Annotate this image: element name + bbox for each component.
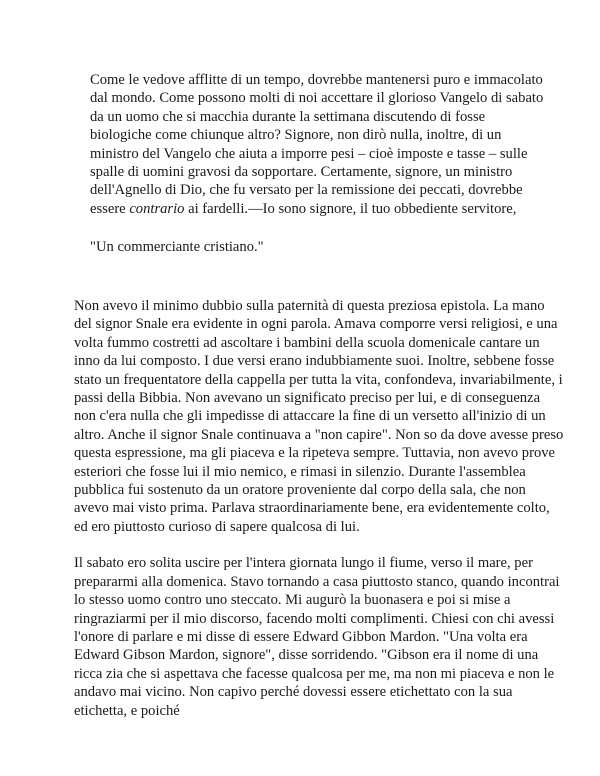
letter-body-text: Come le vedove afflitte di un tempo, dovrebbe mantenersi puro e immacolato dal mondo. Come possono molti di noi accettare il glorioso Vangelo di sabato da un uomo che si macchia durante la settimana discutendo di fosse biologiche come chiunque altro? Signore, non dirò nulla, inoltre, di un ministro del Vangelo che aiuta a imporre pesi – cioè imposte e tasse – sulle spalle di uomini gravosi da sopportare. Certamente, signore, un ministro dell'Agnello di Dio, che fu versato per la remissione dei peccati, dovrebbe essere [90, 72, 544, 217]
letter-emphasis: contrario [129, 200, 185, 217]
letter-body [90, 71, 550, 218]
narrative-text [74, 297, 564, 720]
paragraph: Non avevo il minimo dubbio sulla paternità di questa preziosa epistola. La mano del signor Snale era evidente in ogni parola. Amava comporre versi religiosi, e una volta fummo costretti ad ascoltare i bambini della scuola domenicale cantare un inno da lui composto. I due versi erano indubbiamente suoi. Inoltre, sebbene fosse stato un frequentatore della cappella per tutta la vita, confondeva, invariabilmente, i passi della Bibbia. Non avevano un significato preciso per lui, e di conseguenza non c'era nulla che gli impedisse di attaccare la fine di un versetto all'inizio di un altro. Anche il signor Snale continuava a "non capire". Non so da dove avesse preso questa espressione, ma gli piaceva e la ripeteva sempre. Tuttavia, non avevo prove esteriori che fosse lui il mio nemico, e rimasi in silenzio. Durante l'assemblea pubblica fui sostenuto da un oratore proveniente dal corpo della sala, che non avevo mai visto prima. Parlava straordinariamente bene, era evidentemente colto, ed ero piuttosto curioso di sapere qualcosa di lui. [74, 298, 564, 535]
quoted-letter [90, 71, 550, 257]
letter-closing-text: ai fardelli.—Io sono signore, il tuo obbediente servitore, [184, 200, 517, 217]
letter-signature: "Un commerciante cristiano." [90, 239, 264, 256]
paragraph: Il sabato ero solita uscire per l'intera giornata lungo il fiume, verso il mare, per prepararmi alla domenica. Stavo tornando a casa piuttosto stanco, quando incontrai lo stesso uomo contro uno steccato. Mi augurò la buonasera e poi si mise a ringraziarmi per il mio discorso, facendo molti complimenti. Chiesi con chi avessi l'onore di parlare e mi disse di essere Edward Gibbon Mardon. "Una volta era Edward Gibson Mardon, signore", disse sorridendo. "Gibson era il nome di una ricca zia che si aspettava che facesse qualcosa per me, ma non mi piaceva e non le andavo mai vicino. Non capivo perché dovessi essere etichettato con la sua etichetta, e poiché [74, 555, 560, 719]
